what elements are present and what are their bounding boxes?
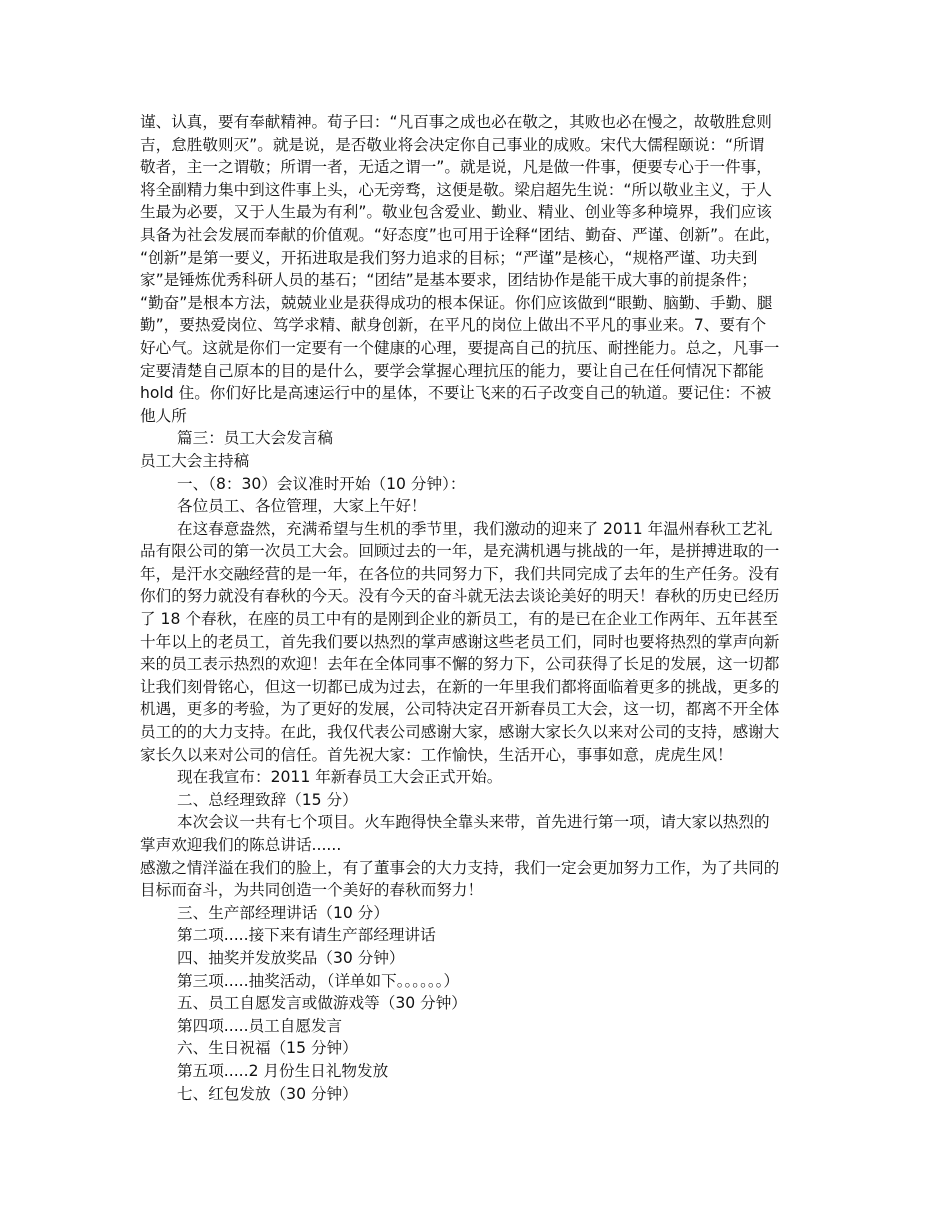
text-line: 第二项.....接下来有请生产部经理讲话: [177, 926, 436, 945]
text-line: 一、（8：30）会议准时开始（10 分钟）：: [177, 474, 466, 493]
text-line: 勤”，要热爱岗位、笃学求精、献身创新，在平凡的岗位上做出不平凡的事业来。7、要有个: [140, 316, 767, 335]
text-line: 吉，怠胜敬则灭”。就是说，是否敬业将会决定你自己事业的成败。宋代大儒程颐说：“所谓: [140, 135, 765, 154]
text-line: 目标而奋斗，为共同创造一个美好的春秋而努力！: [140, 881, 484, 900]
text-line: “创新”是第一要义，开拓进取是我们努力追求的目标；“严谨”是核心，“规格严谨、功夫到: [140, 248, 758, 267]
text-line: 六、生日祝福（15 分钟）: [177, 1039, 358, 1058]
text-line: 第三项.....抽奖活动，（详单如下。。。。。。）: [177, 971, 460, 990]
text-line: 生最为必要，又于人生最为有利”。敬业包含爱业、勤业、精业、创业等多种境界，我们应该: [140, 203, 772, 222]
text-line: 品有限公司的第一次员工大会。回顾过去的一年，是充满机遇与挑战的一年，是拼搏进取的一: [140, 542, 780, 561]
text-line: “勤奋”是根本方法，兢兢业业是获得成功的根本保证。你们应该做到“眼勤、脑勤、手勤、腿: [140, 293, 773, 312]
text-line: 他人所: [140, 406, 187, 425]
text-line: 篇三：员工大会发言稿: [177, 429, 333, 448]
text-line: 具备为社会发展而奉献的价值观。“好态度”也可用于诠释“团结、勤奋、严谨、创新”。在此，: [140, 225, 781, 244]
text-line: 家”是锤炼优秀科研人员的基石；“团结”是基本要求，团结协作是能干成大事的前提条件；: [140, 271, 757, 290]
text-line: 感激之情洋溢在我们的脸上，有了董事会的大力支持，我们一定会更加努力工作，为了共同的: [140, 858, 780, 877]
document-page: [140, 111, 810, 1105]
text-line: 将全副精力集中到这件事上头，心无旁骛，这便是敬。梁启超先生说：“所以敬业主义，于人: [140, 180, 772, 199]
text-line: hold 住。你们好比是高速运行中的星体，不要让飞来的石子改变自己的轨道。要记住：不被: [140, 384, 772, 403]
text-line: 敬者，主一之谓敬；所谓一者，无适之谓一”。就是说，凡是做一件事，便要专心于一件事，: [140, 158, 772, 177]
text-line: 四、抽奖并发放奖品（30 分钟）: [177, 948, 405, 967]
text-line: 七、红包发放（30 分钟）: [177, 1084, 358, 1103]
text-line: 第四项.....员工自愿发言: [177, 1016, 343, 1035]
text-line: 现在我宣布：2011 年新春员工大会正式开始。: [177, 768, 503, 787]
text-line: 好心气。这就是你们一定要有一个健康的心理，要提高自己的抗压、耐挫能力。总之，凡事一: [140, 338, 780, 357]
text-line: 机遇，更多的考验，为了更好的发展，公司特决定召开新春员工大会，这一切，都离不开全体: [140, 700, 780, 719]
text-line: 十年以上的老员工，首先我们要以热烈的掌声感谢这些老员工们，同时也要将热烈的掌声向新: [140, 632, 780, 651]
text-line: 五、员工自愿发言或做游戏等（30 分钟）: [177, 994, 467, 1013]
text-line: 年，是汗水交融经营的是一年，在各位的共同努力下，我们共同完成了去年的生产任务。没有: [140, 564, 780, 583]
text-line: 掌声欢迎我们的陈总讲话......: [140, 836, 342, 854]
text-line: 员工大会主持稿: [140, 451, 250, 470]
text-line: 三、生产部经理讲话（10 分）: [177, 903, 389, 922]
text-line: 在这春意盎然，充满希望与生机的季节里，我们激动的迎来了 2011 年温州春秋工艺礼: [177, 519, 773, 538]
text-line: 本次会议一共有七个项目。火车跑得快全靠头来带，首先进行第一项，请大家以热烈的: [177, 813, 770, 832]
text-line: 家长久以来对公司的信任。首先祝大家：工作愉快，生活开心，事事如意，虎虎生风！: [140, 745, 733, 764]
text-line: 定要清楚自己原本的目的是什么，要学会掌握心理抗压的能力，要让自己在任何情况下都能: [140, 361, 764, 380]
text-line: 了 18 个春秋，在座的员工中有的是刚到企业的新员工，有的是已在企业工作两年、五年甚至: [140, 610, 778, 629]
text-line: 二、总经理致辞（15 分）: [177, 790, 358, 809]
text-line: 员工的的大力支持。在此，我仅代表公司感谢大家，感谢大家长久以来对公司的支持，感谢大: [140, 723, 780, 742]
text-line: 第五项.....2 月份生日礼物发放: [177, 1061, 389, 1080]
text-line: 你们的努力就没有春秋的今天。没有今天的奋斗就无法去谈论美好的明天！春秋的历史已经历: [140, 587, 780, 606]
text-line: 让我们刻骨铭心，但这一切都已成为过去，在新的一年里我们都将面临着更多的挑战，更多的: [140, 677, 780, 696]
text-line: 谨、认真，要有奉献精神。荀子曰：“凡百事之成也必在敬之，其败也必在慢之，故敬胜怠则: [140, 113, 772, 131]
text-line: 各位员工、各位管理，大家上午好！: [177, 497, 427, 516]
text-line: 来的员工表示热烈的欢迎！去年在全体同事不懈的努力下，公司获得了长足的发展，这一切都: [140, 655, 780, 674]
